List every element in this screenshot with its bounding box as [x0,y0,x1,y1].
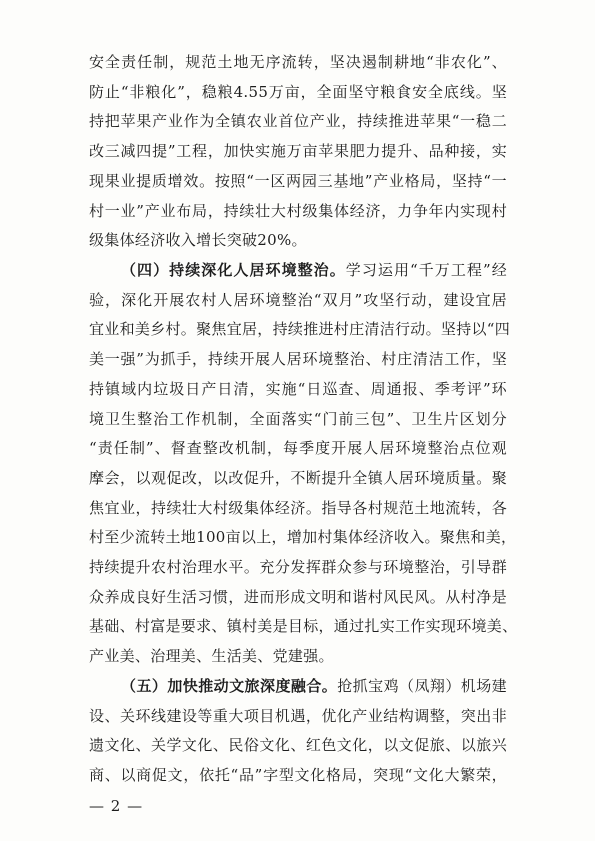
section-first-line [121,260,507,280]
body-text-line: 防止“非粮化”，稳粮4.55万亩，全面坚守粮食安全底线。坚 [89,83,507,101]
body-text-line: 持镇域内垃圾日产日清，实施“日巡查、周通报、季考评”环 [89,380,507,398]
body-text-line: 众养成良好生活习惯，进而形成文明和谐村风民风。从村净是 [89,588,507,606]
body-text-line: 持把苹果产业作为全镇农业首位产业，持续推进苹果“一稳二 [89,112,507,130]
body-text-line: 级集体经济收入增长突破20%。 [89,231,307,249]
body-text-line: 宜业和美乡村。聚焦宜居，持续推进村庄清洁行动。坚持以“四 [89,320,511,338]
body-text-line: 美一强”为抓手，持续开展人居环境整治、村庄清洁工作，坚 [89,350,507,368]
body-text-line: 验，深化开展农村人居环境整治“双月”攻坚行动，建设宜居 [89,291,507,309]
body-text-line: 商、以商促文，依托“品”字型文化格局，突现“文化大繁荣， [89,766,507,784]
section-text: 抢抓宝鸡（凤翔）机场建 [337,677,507,695]
body-text-line: 境卫生整治工作机制，全面落实“门前三包”、卫生片区划分 [89,410,507,428]
body-text-line: “责任制”、督查整改机制，每季度开展人居环境整治点位观 [89,439,507,457]
body-text-line: 持续提升农村治理水平。充分发挥群众参与环境整治，引导群 [89,558,507,576]
section-heading: （四）持续深化人居环境整治。 [121,261,346,279]
section-text: 学习运用“千万工程”经 [345,261,507,279]
body-text-line: 基础、村富是要求、镇村美是目标，通过扎实工作实现环境美、 [89,617,518,635]
page-number: — 2 — [89,797,144,815]
body-text-line: 设、关环线建设等重大项目机遇，优化产业结构调整，突出非 [89,707,507,725]
body-text-line: 改三减四提”工程，加快实施万亩苹果肥力提升、品种接，实 [89,142,507,160]
body-text-line: 焦宜业，持续壮大村级集体经济。指导各村规范土地流转，各 [89,499,507,517]
section-heading: （五）加快推动文旅深度融合。 [121,677,338,695]
body-text-line: 安全责任制，规范土地无序流转，坚决遏制耕地“非农化”、 [89,53,507,71]
body-text-line: 村一业”产业布局，持续壮大村级集体经济，力争年内实现村 [89,202,507,220]
body-text-line: 村至少流转土地100亩以上，增加村集体经济收入。聚焦和美， [89,528,517,546]
body-text-line: 产业美、治理美、生活美、党建强。 [89,647,334,665]
body-text-line: 遗文化、关学文化、民俗文化、红色文化，以文促旅、以旅兴 [89,736,507,754]
body-text-line: 摩会，以观促改，以改促升，不断提升全镇人居环境质量。聚 [89,469,507,487]
section-first-line [121,676,507,696]
body-text-line: 现果业提质增效。按照“一区两园三基地”产业格局，坚持“一 [89,172,507,190]
